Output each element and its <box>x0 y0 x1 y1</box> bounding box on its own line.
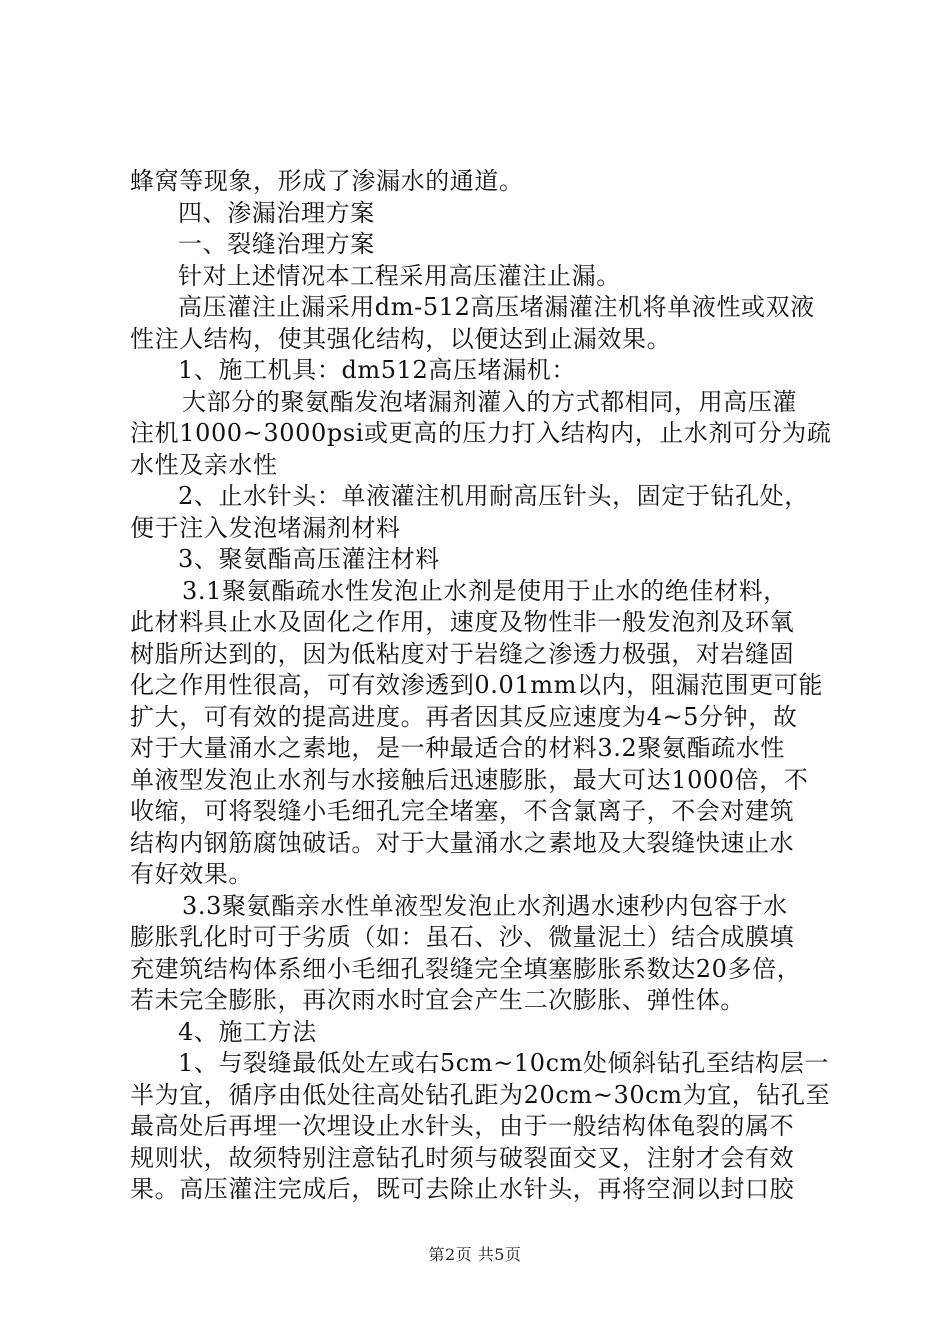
text-line: 收缩，可将裂缝小毛细孔完全堵塞，不含氯离子，不会对建筑 <box>130 797 795 825</box>
text-line: 最高处后再埋一次埋设止水针头，由于一般结构体龟裂的属不 <box>130 1112 795 1140</box>
text-line: 便于注入发泡堵漏剂材料 <box>130 513 401 542</box>
text-line: 扩大，可有效的提高进度。再者因其反应速度为4~5分钟，故 <box>130 702 798 731</box>
text-line: 1、与裂缝最低处左或右5cm~10cm处倾斜钻孔至结构层一 <box>178 1049 829 1077</box>
text-line: 充建筑结构体系细小毛细孔裂缝完全填塞膨胀系数达20多倍， <box>130 954 802 983</box>
section-heading: 四、渗漏治理方案 <box>178 198 375 227</box>
item-heading: 2、止水针头：单液灌注机用耐高压针头，固定于钻孔处， <box>178 482 809 510</box>
text-line: 注机1000~3000psi或更高的压力打入结构内，止水剂可分为疏 <box>130 419 832 447</box>
text-line: 性注人结构，使其强化结构，以便达到止漏效果。 <box>130 324 672 353</box>
text-line: 化之作用性很高，可有效渗透到0.01mm以内，阻漏范围更可能 <box>130 671 823 699</box>
text-line: 3.1聚氨酯疏水性发泡止水剂是使用于止水的绝佳材料， <box>182 576 788 605</box>
text-line: 单液型发泡止水剂与水接触后迅速膨胀，最大可达1000倍，不 <box>130 765 809 794</box>
text-line: 结构内钢筋腐蚀破话。对于大量涌水之素地及大裂缝快速止水 <box>130 828 795 857</box>
text-line: 大部分的聚氨酯发泡堵漏剂灌入的方式都相同，用高压灌 <box>182 387 797 416</box>
text-line: 针对上述情况本工程采用高压灌注止漏。 <box>178 261 621 290</box>
item-heading: 4、施工方法 <box>178 1017 317 1046</box>
item-heading: 1、施工机具：dm512高压堵漏机： <box>178 356 576 384</box>
text-line: 若未完全膨胀，再次雨水时宜会产生二次膨胀、弹性体。 <box>130 986 745 1014</box>
text-line: 半为宜，循序由低处往高处钻孔距为20cm~30cm为宜，钻孔至 <box>130 1080 831 1109</box>
text-line: 蜂窝等现象，形成了渗漏水的通道。 <box>130 167 524 195</box>
text-line: 水性及亲水性 <box>130 450 278 479</box>
item-heading: 3、聚氨酯高压灌注材料 <box>178 545 440 573</box>
text-line: 对于大量涌水之素地，是一种最适合的材料3.2聚氨酯疏水性 <box>130 734 785 762</box>
text-line: 有好效果。 <box>130 860 253 888</box>
text-line: 3.3聚氨酯亲水性单液型发泡止水剂遇水速秒内包容于水 <box>182 891 788 920</box>
subsection-heading: 一、裂缝治理方案 <box>178 230 375 258</box>
text-line: 膨胀乳化时可于劣质（如：虽石、沙、微量泥土）结合成膜填 <box>130 923 795 951</box>
text-line: 果。高压灌注完成后，既可去除止水针头，再将空洞以封口胶 <box>130 1175 795 1203</box>
text-line: 此材料具止水及固化之作用，速度及物性非一般发泡剂及环氧 <box>130 608 795 636</box>
page-number-footer: 第2页 共5页 <box>428 1245 522 1264</box>
text-line: 树脂所达到的，因为低粘度对于岩缝之渗透力极强，对岩缝固 <box>130 639 795 668</box>
document-body <box>130 166 830 1206</box>
text-line: 规则状，故须特别注意钻孔时须与破裂面交叉，注射才会有效 <box>130 1143 795 1172</box>
text-line: 高压灌注止漏采用dm-512高压堵漏灌注机将单液性或双液 <box>178 293 815 321</box>
